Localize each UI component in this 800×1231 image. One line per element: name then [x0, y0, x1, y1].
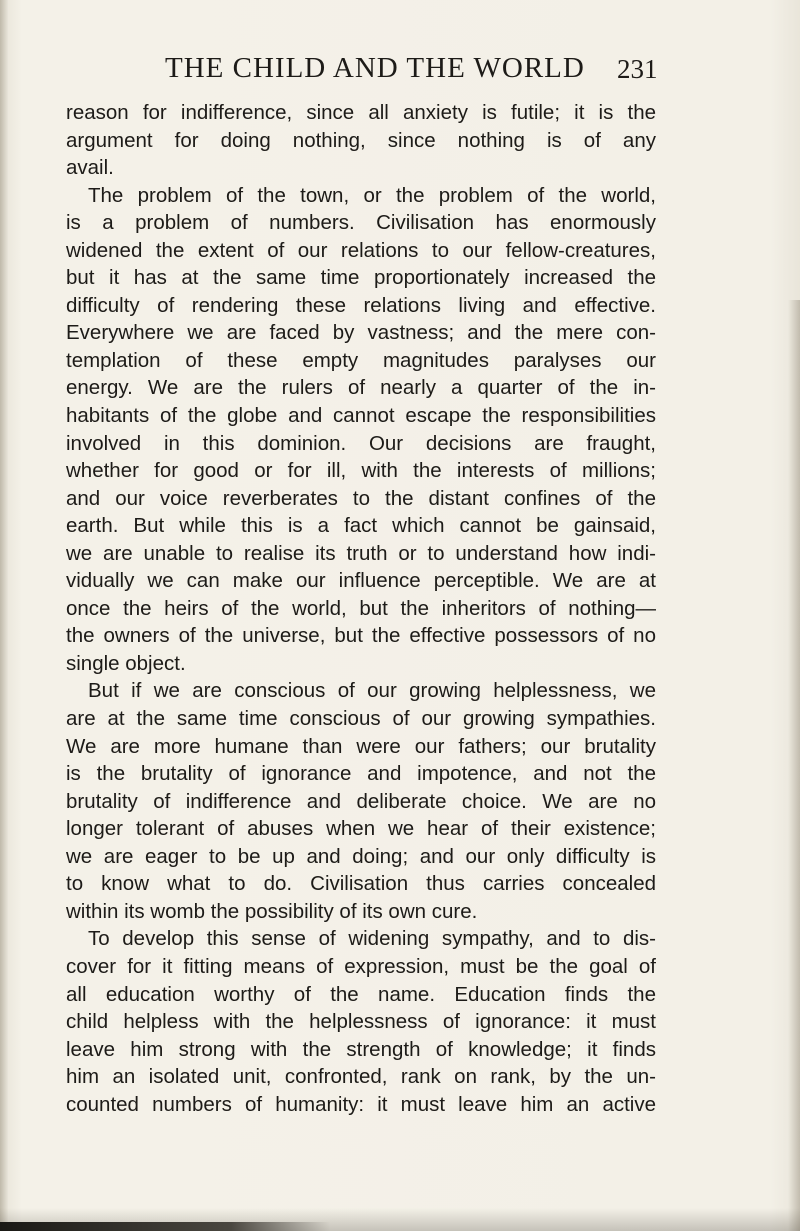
text-line: we are unable to realise its truth or to understand how indi- [66, 541, 656, 565]
text-line: are at the same time conscious of our growing sympathies. [66, 707, 656, 731]
text-line: to know what to do. Civilisation thus carries concealed [66, 872, 656, 896]
text-line: avail. [66, 156, 114, 180]
text-line: all education worthy of the name. Education finds the [66, 982, 656, 1006]
page-spine-shadow [0, 0, 8, 1231]
text-line: him an isolated unit, confronted, rank on rank, by the un- [66, 1065, 656, 1089]
text-line: brutality of indifference and deliberate choice. We are no [66, 789, 656, 813]
text-line: reason for indifference, since all anxiety is futile; it is the [66, 101, 656, 124]
page-number: 231 [617, 54, 658, 84]
text-line: whether for good or for ill, with the interests of millions; [66, 459, 656, 483]
running-title: THE CHILD AND THE WORLD [165, 52, 585, 84]
text-line: argument for doing nothing, since nothing is of any [66, 128, 656, 152]
body-text [66, 99, 656, 1118]
text-line: But if we are conscious of our growing helplessness, we [88, 679, 656, 703]
text-line: counted numbers of humanity: it must leave him an active [66, 1092, 656, 1116]
text-line: is a problem of numbers. Civilisation has enormously [66, 211, 656, 235]
text-line: child helpless with the helplessness of ignorance: it must [66, 1010, 656, 1034]
text-line: energy. We are the rulers of nearly a quarter of the in- [66, 376, 656, 400]
text-line: We are more humane than were our fathers; our brutality [66, 734, 656, 758]
text-line: leave him strong with the strength of knowledge; it finds [66, 1037, 656, 1061]
text-line: longer tolerant of abuses when we hear of their existence; [66, 817, 656, 841]
text-line: widened the extent of our relations to our fellow-creatures, [66, 238, 656, 262]
text-line: The problem of the town, or the problem of the world, [88, 183, 656, 207]
text-line: cover for it fitting means of expression, must be the goal of [66, 954, 656, 978]
text-line: once the heirs of the world, but the inheritors of nothing— [66, 596, 656, 620]
text-line: templation of these empty magnitudes paralyses our [66, 348, 656, 372]
page-edge-shadow [788, 300, 800, 1231]
text-line: the owners of the universe, but the effective possessors of no [66, 624, 656, 648]
text-line: Everywhere we are faced by vastness; and the mere con- [66, 321, 656, 345]
running-header [0, 52, 800, 92]
scan-edge-bar [0, 1222, 330, 1231]
text-line: earth. But while this is a fact which cannot be gainsaid, [66, 514, 656, 538]
text-line: within its womb the possibility of its own cure. [66, 899, 478, 923]
text-line: involved in this dominion. Our decisions are fraught, [66, 431, 656, 455]
text-line: To develop this sense of widening sympathy, and to dis- [88, 927, 656, 951]
text-line: difficulty of rendering these relations living and effective. [66, 293, 656, 317]
text-line: but it has at the same time proportionately increased the [66, 266, 656, 290]
text-line: single object. [66, 651, 186, 675]
text-line: we are eager to be up and doing; and our only difficulty is [66, 844, 656, 868]
text-line: vidually we can make our influence perceptible. We are at [66, 569, 656, 593]
text-line: is the brutality of ignorance and impotence, and not the [66, 762, 656, 786]
text-line: and our voice reverberates to the distant confines of the [66, 486, 656, 510]
text-line: habitants of the globe and cannot escape the responsibilities [66, 404, 656, 428]
